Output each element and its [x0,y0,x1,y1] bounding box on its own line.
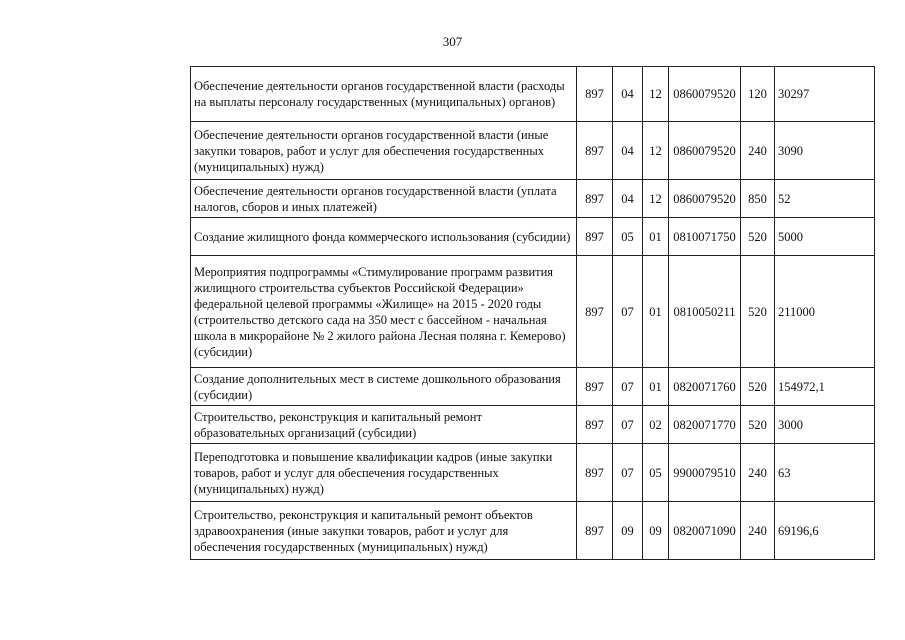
page-number: 307 [442,34,463,49]
expense-type-code: 520 [741,218,775,256]
target-code: 0820071090 [669,502,741,560]
target-code: 9900079510 [669,444,741,502]
amount: 63 [775,444,875,502]
section-code: 04 [613,122,643,180]
table-row [191,406,875,444]
subsection-code: 01 [643,256,669,368]
target-code: 0820071770 [669,406,741,444]
expense-type-code: 520 [741,406,775,444]
row-description: Строительство, реконструкция и капитальный ремонт объектов здравоохранения (иные закупки товаров, работ и услуг для обеспечения государственных (муниципальных) нужд) [191,502,577,560]
expense-type-code: 240 [741,444,775,502]
row-description: Обеспечение деятельности органов государственной власти (уплата налогов, сборов и иных платежей) [191,180,577,218]
amount: 30297 [775,67,875,122]
expense-type-code: 240 [741,502,775,560]
row-description: Переподготовка и повышение квалификации кадров (иные закупки товаров, работ и услуг для обеспечения государственных (муниципальных) нужд) [191,444,577,502]
expense-type-code: 850 [741,180,775,218]
subsection-code: 12 [643,180,669,218]
target-code: 0810050211 [669,256,741,368]
amount: 211000 [775,256,875,368]
target-code: 0810071750 [669,218,741,256]
section-code: 07 [613,256,643,368]
row-description: Мероприятия подпрограммы «Стимулирование программ развития жилищного строительства субъектов Российской Федерации» федеральной целевой программы «Жилище» на 2015 - 2020 годы (строительство детского сада на 350 мест с бассейном - начальная школа в микрорайоне № 2 жилого района Лесная поляна г. Кемерово) (субсидии) [191,256,577,368]
section-code: 07 [613,406,643,444]
section-code: 07 [613,444,643,502]
target-code: 0820071760 [669,368,741,406]
subsection-code: 01 [643,218,669,256]
row-description: Обеспечение деятельности органов государственной власти (иные закупки товаров, работ и услуг для обеспечения государственных (муниципальных) нужд) [191,122,577,180]
amount: 3000 [775,406,875,444]
table-row [191,67,875,122]
amount: 5000 [775,218,875,256]
subsection-code: 05 [643,444,669,502]
expense-type-code: 520 [741,256,775,368]
target-code: 0860079520 [669,67,741,122]
expense-type-code: 120 [741,67,775,122]
ministry-code: 897 [577,444,613,502]
ministry-code: 897 [577,180,613,218]
subsection-code: 12 [643,67,669,122]
expense-type-code: 240 [741,122,775,180]
ministry-code: 897 [577,67,613,122]
subsection-code: 09 [643,502,669,560]
row-description: Создание жилищного фонда коммерческого использования (субсидии) [191,218,577,256]
row-description: Обеспечение деятельности органов государственной власти (расходы на выплаты персоналу государственных (муниципальных) органов) [191,67,577,122]
table-row [191,256,875,368]
target-code: 0860079520 [669,180,741,218]
amount: 3090 [775,122,875,180]
ministry-code: 897 [577,256,613,368]
amount: 154972,1 [775,368,875,406]
section-code: 05 [613,218,643,256]
section-code: 04 [613,67,643,122]
expense-type-code: 520 [741,368,775,406]
section-code: 07 [613,368,643,406]
table-row [191,218,875,256]
subsection-code: 01 [643,368,669,406]
section-code: 09 [613,502,643,560]
subsection-code: 02 [643,406,669,444]
table-row [191,502,875,560]
section-code: 04 [613,180,643,218]
ministry-code: 897 [577,406,613,444]
ministry-code: 897 [577,368,613,406]
budget-table [190,66,875,560]
ministry-code: 897 [577,218,613,256]
ministry-code: 897 [577,122,613,180]
row-description: Строительство, реконструкция и капитальный ремонт образовательных организаций (субсидии) [191,406,577,444]
row-description: Создание дополнительных мест в системе дошкольного образования (субсидии) [191,368,577,406]
table-row [191,444,875,502]
subsection-code: 12 [643,122,669,180]
target-code: 0860079520 [669,122,741,180]
table-row [191,180,875,218]
table-row [191,368,875,406]
amount: 52 [775,180,875,218]
table-row [191,122,875,180]
amount: 69196,6 [775,502,875,560]
ministry-code: 897 [577,502,613,560]
